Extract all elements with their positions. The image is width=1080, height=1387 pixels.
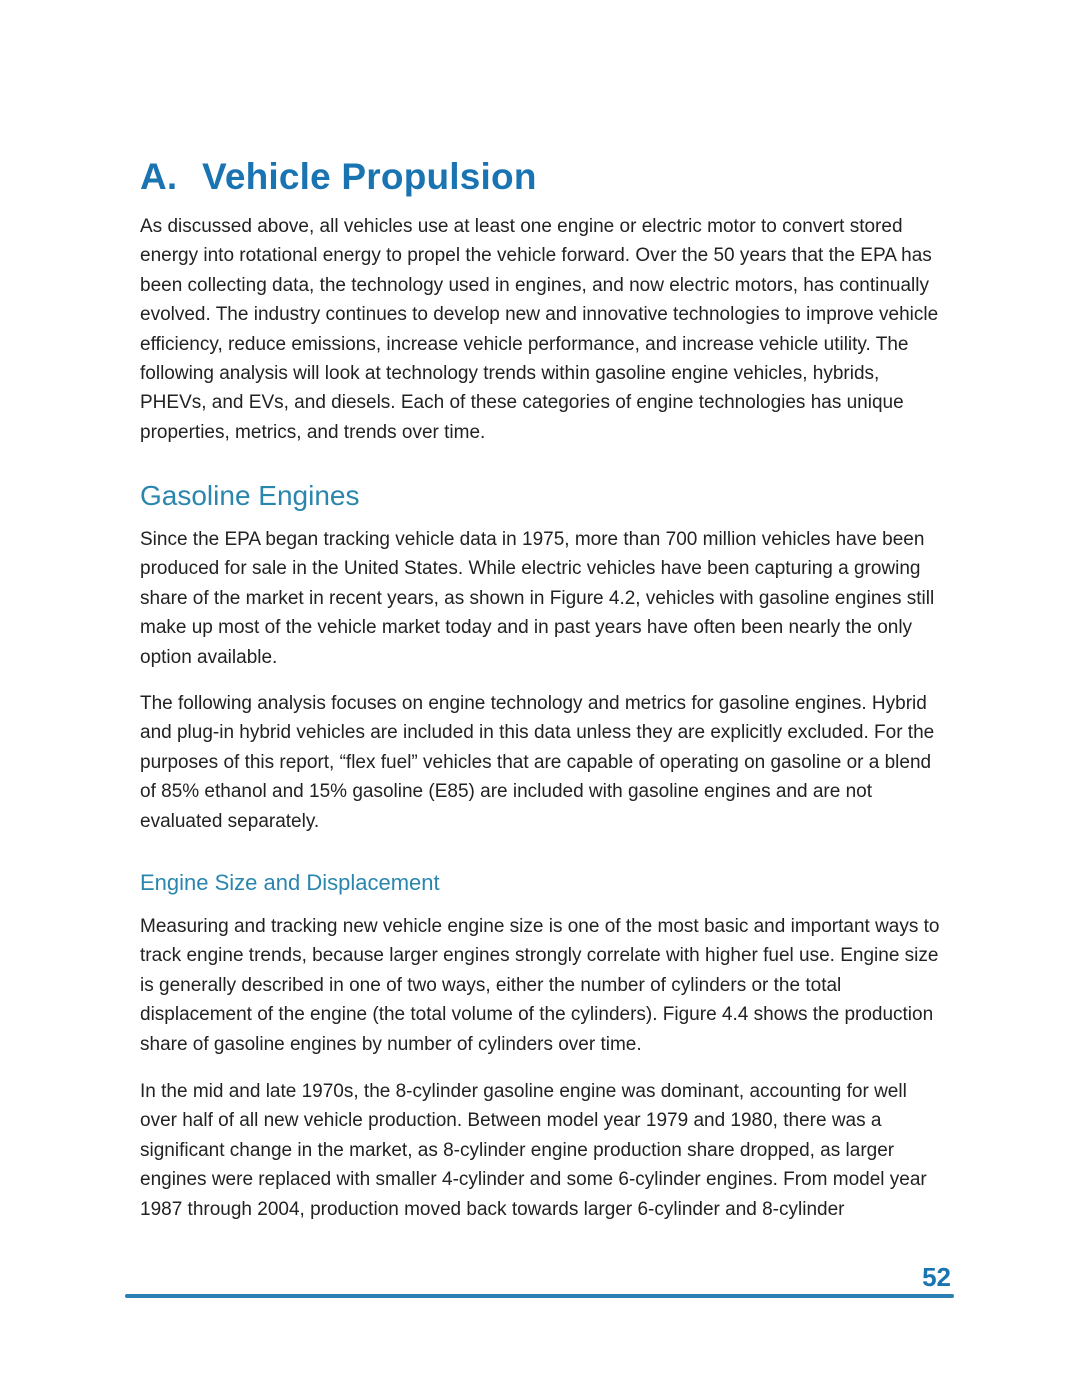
footer-divider <box>125 1294 954 1298</box>
engine-size-heading: Engine Size and Displacement <box>140 870 440 895</box>
section-title-text: Vehicle Propulsion <box>202 156 537 197</box>
page-number: 52 <box>922 1262 951 1292</box>
gasoline-paragraph-2: The following analysis focuses on engine technology and metrics for gasoline engines. Hybrid and plug-in hybrid vehicles are included in this data unless they are explicitly excluded. For the purposes of this report, “flex fuel” vehicles that are capable of operating on gasoline or a blend of 85% ethanol and 15% gasoline (E85) are included with gasoline engines and are not evaluated separately. <box>140 693 935 832</box>
gasoline-engines-heading: Gasoline Engines <box>140 480 360 511</box>
intro-paragraph: As discussed above, all vehicles use at least one engine or electric motor to convert stored energy into rotational energy to propel the vehicle forward. Over the 50 years that the EPA has been collecting data, the technology used in engines, and now electric motors, has continually evolved. The industry continues to develop new and innovative technologies to improve vehicle efficiency, reduce emissions, increase vehicle performance, and increase vehicle utility. The following analysis will look at technology trends within gasoline engine vehicles, hybrids, PHEVs, and EVs, and diesels. Each of these categories of engine technologies has unique properties, metrics, and trends over time. <box>140 216 939 443</box>
gasoline-paragraph-1: Since the EPA began tracking vehicle data in 1975, more than 700 million vehicles have been produced for sale in the United States. While electric vehicles have been capturing a growing share of the market in recent years, as shown in Figure 4.2, vehicles with gasoline engines still make up most of the vehicle market today and in past years have often been nearly the only option available. <box>140 529 935 668</box>
section-letter: A. <box>140 156 178 197</box>
engine-size-paragraph-1: Measuring and tracking new vehicle engine size is one of the most basic and important ways to track engine trends, because larger engines strongly correlate with higher fuel use. Engine size is generally described in one of two ways, either the number of cylinders or the total displacement of the engine (the total volume of the cylinders). Figure 4.4 shows the production share of gasoline engines by number of cylinders over time. <box>140 916 940 1055</box>
engine-size-paragraph-2: In the mid and late 1970s, the 8-cylinder gasoline engine was dominant, accounting for well over half of all new vehicle production. Between model year 1979 and 1980, there was a significant change in the market, as 8-cylinder engine production share dropped, as larger engines were replaced with smaller 4-cylinder and some 6-cylinder engines. From model year 1987 through 2004, production moved back towards larger 6-cylinder and 8-cylinder <box>140 1081 927 1220</box>
section-title <box>140 156 537 198</box>
